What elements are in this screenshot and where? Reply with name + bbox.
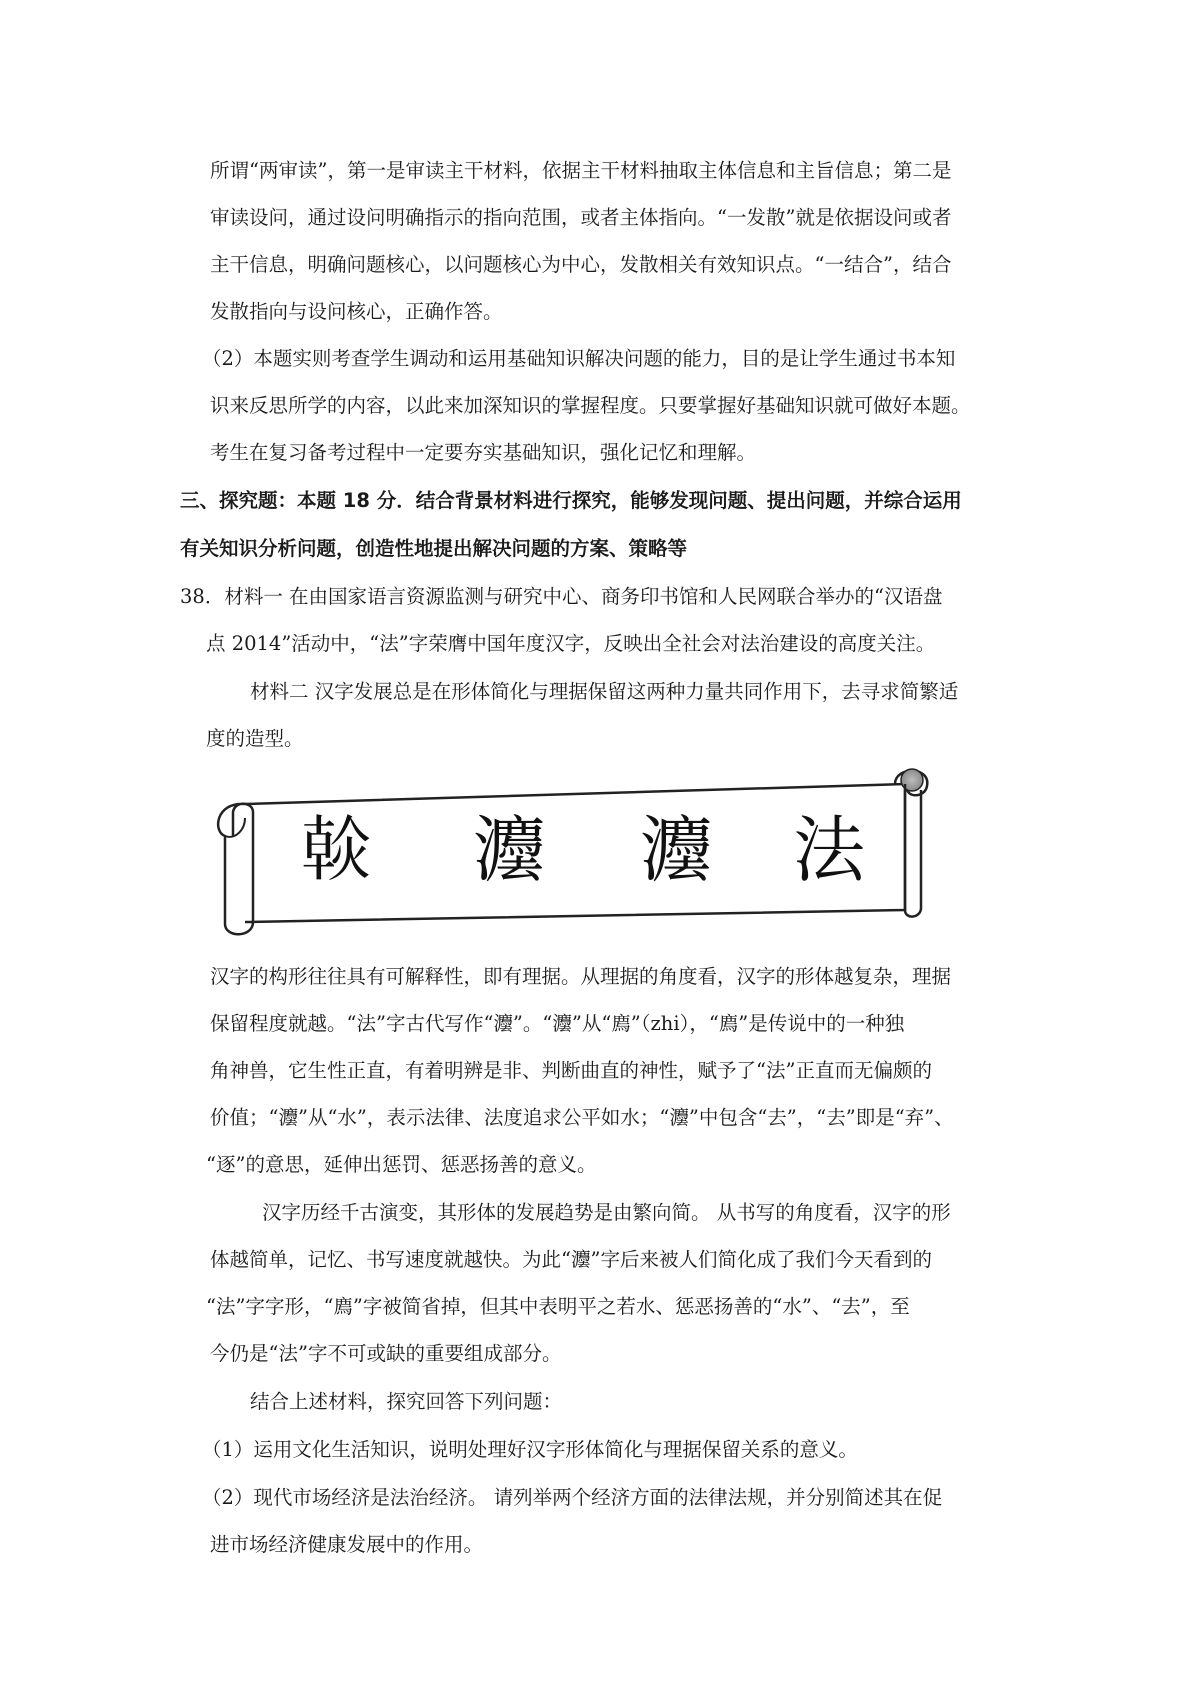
glyph-modern-fa: 法 [793,808,866,892]
glyph-ancient-fa-1: 𤌹 [300,808,373,892]
section-heading-line: 三、探究题：本题 18 分．结合背景材料进行探究，能够发现问题、提出问题，并综合运用 [180,489,962,512]
text-line: （2）本题实则考查学生调动和运用基础知识解决问题的能力，目的是让学生通过书本知 [202,347,956,370]
fa-character-evolution-figure [205,762,930,940]
text-line: 点 2014”活动中，“法”字荣膺中国年度汉字，反映出全社会对法治建设的高度关注。 [206,632,936,655]
text-line: 保留程度就越。“法”字古代写作“灋”。“灋”从“廌”（zhi），“廌”是传说中的一种独 [210,1012,905,1035]
text-line: “逐”的意思，延伸出惩罚、惩恶扬善的意义。 [206,1153,597,1176]
glyph-ancient-fa-2: 灋 [473,808,546,892]
text-line: 所谓“两审读”，第一是审读主干材料，依据主干材料抽取主体信息和主旨信息；第二是 [210,159,952,182]
text-line: 审读设问，通过设问明确指示的指向范围，或者主体指向。“一发散”就是依据设问或者 [210,206,952,229]
text-line: 度的造型。 [206,727,304,750]
text-line: 发散指向与设问核心，正确作答。 [210,300,503,323]
text-line: 进市场经济健康发展中的作用。 [210,1533,484,1556]
text-line: 汉字历经千古演变，其形体的发展趋势是由繁向简。 从书写的角度看，汉字的形 [262,1201,951,1224]
text-line: 主干信息，明确问题核心，以问题核心为中心，发散相关有效知识点。“一结合”，结合 [210,253,952,276]
text-line: 38．材料一 在由国家语言资源监测与研究中心、商务印书馆和人民网联合举办的“汉语盘 [180,585,943,608]
text-line: 汉字的构形往往具有可解释性，即有理据。从理据的角度看，汉字的形体越复杂，理据 [210,965,952,988]
text-line: 考生在复习备考过程中一定要夯实基础知识，强化记忆和理解。 [210,441,757,464]
sub-question-1: （1）运用文化生活知识，说明处理好汉字形体简化与理据保留关系的意义。 [202,1438,858,1461]
text-line: （2）现代市场经济是法治经济。 请列举两个经济方面的法律法规，并分别简述其在促 [202,1486,943,1509]
text-line: 今仍是“法”字不可或缺的重要组成部分。 [210,1342,562,1365]
glyph-traditional-fa: 灋 [640,808,713,892]
text-line: 识来反思所学的内容，以此来加深知识的掌握程度。只要掌握好基础知识就可做好本题。 [210,394,971,417]
text-line: 角神兽，它生性正直，有着明辨是非、判断曲直的神性，赋予了“法”正直而无偏颇的 [210,1059,932,1082]
text-line: 价值；“灋”从“水”，表示法律、法度追求公平如水；“灋”中包含“去”，“去”即是“弃”、 [210,1106,954,1129]
section-heading-line: 有关知识分析问题，创造性地提出解决问题的方案、策略等 [180,537,688,560]
text-line: 体越简单，记忆、书写速度就越快。为此“灋”字后来被人们简化成了我们今天看到的 [210,1248,932,1271]
text-line: “法”字字形，“廌”字被简省掉，但其中表明平之若水、惩恶扬善的“水”、“去”，至 [206,1295,910,1318]
text-line: 材料二 汉字发展总是在形体简化与理据保留这两种力量共同作用下，去寻求简繁适 [250,680,959,703]
question-prompt: 结合上述材料，探究回答下列问题： [250,1390,563,1413]
